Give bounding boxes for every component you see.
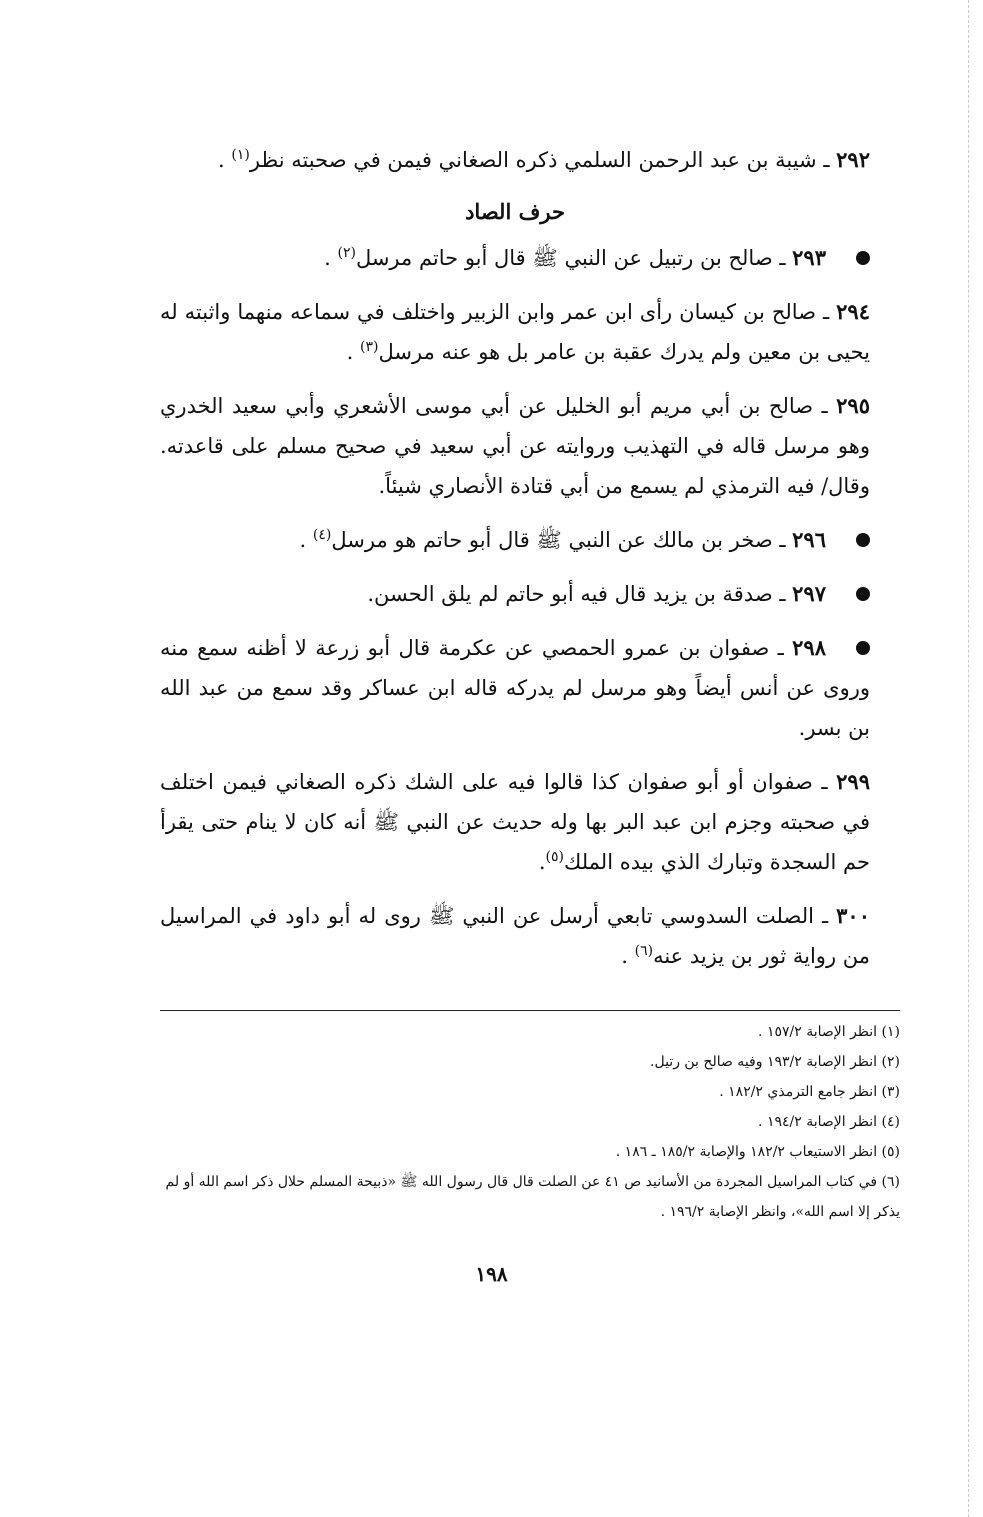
entry-end: . [621, 944, 635, 968]
entry-298 [160, 628, 870, 748]
entry-293 [160, 238, 870, 278]
footnote: (٤) انظر الإصابة ١٩٤/٢ . [758, 1114, 900, 1130]
footnotes-section [160, 1010, 900, 1227]
footnote-ref: (٣) [360, 339, 379, 355]
entry-text: ـ صفوان بن عمرو الحمصي عن عكرمة قال أبو زرعة لا أظنه سمع منه وروى عن أنس أيضاً وهو مرسل لم يدركه قاله ابن عساكر وقد سمع من عبد الله بن بسر. [160, 636, 870, 740]
footnote-ref: (١) [231, 147, 250, 163]
entry-text: ـ صالح بن رتبيل عن النبي ﷺ قال أبو حاتم مرسل [355, 246, 793, 270]
footnote: (٦) في كتاب المراسيل المجردة من الأسانيد ص ٤١ عن الصلت قال قال رسول الله ﷺ «ذبيحة المسلم حلال ذكر اسم الله أو لم يذكر إلا اسم الله»، وانظر الإصابة ١٩٦/٢ . [165, 1174, 900, 1220]
bullet-dot-icon [856, 587, 870, 601]
entry-end: . [324, 246, 338, 270]
footnote-ref: (٥) [545, 849, 565, 865]
entry-text: ـ صخر بن مالك عن النبي ﷺ قال أبو حاتم هو مرسل [331, 528, 793, 552]
entry-number: ٢٩٧ [792, 581, 826, 606]
entry-299 [160, 762, 870, 882]
entry-296 [160, 520, 870, 560]
footnote-ref: (٤) [312, 527, 332, 543]
entry-number: ٢٩٢ [836, 147, 870, 172]
footnote-ref: (٢) [337, 245, 356, 261]
entry-number: ٢٩٦ [792, 527, 826, 552]
main-text [160, 140, 870, 976]
scan-margin-line [968, 0, 969, 1517]
footnote: (٣) انظر جامع الترمذي ١٨٢/٢ . [719, 1084, 900, 1100]
bullet-dot-icon [856, 251, 870, 265]
entry-end: . [346, 340, 361, 364]
entry-number: ٣٠٠ [836, 903, 870, 928]
entry-number: ٢٩٨ [792, 635, 826, 660]
section-heading: حرف الصاد [465, 199, 565, 224]
entry-292 [160, 140, 870, 180]
footnote: (٢) انظر الإصابة ١٩٣/٢ وفيه صالح بن رتيل. [650, 1054, 900, 1070]
entry-294 [160, 292, 870, 372]
entry-text: ـ شيبة بن عبد الرحمن السلمي ذكره الصغاني فيمن في صحبته نظر [249, 148, 837, 172]
entry-text: ـ صالح بن كيسان رأى ابن عمر وابن الزبير واختلف في سماعه منهما واثبته له يحيى بن معين ولم يدرك عقبة بن عامر بل هو عنه مرسل [160, 300, 870, 364]
entry-number: ٢٩٥ [836, 393, 870, 418]
entry-end: . [218, 148, 232, 172]
entry-number: ٢٩٩ [836, 769, 870, 794]
footnote-ref: (٦) [634, 943, 654, 959]
entry-295 [160, 386, 870, 506]
footnote: (٥) انظر الاستيعاب ١٨٢/٢ والإصابة ١٨٥/٢ ـ ١٨٦ . [615, 1144, 900, 1160]
footnote: (١) انظر الإصابة ١٥٧/٢ . [758, 1024, 900, 1040]
entry-text: ـ صفوان أو أبو صفوان كذا قالوا فيه على الشك ذكره الصغاني فيمن اختلف في صحبته وجزم ابن عبد البر بها وله حديث عن النبي ﷺ أنه كان لا ينام حتى يقرأ حم السجدة وتبارك الذي بيده الملك [160, 770, 870, 874]
bullet-dot-icon [856, 533, 870, 547]
entry-text: ـ صدقة بن يزيد قال فيه أبو حاتم لم يلق الحسن. [367, 582, 793, 606]
entry-300 [160, 896, 870, 976]
entry-end: . [538, 850, 546, 874]
entry-end: . [299, 528, 313, 552]
page-number: ١٩٨ [475, 1262, 508, 1286]
bullet-dot-icon [856, 641, 870, 655]
entry-number: ٢٩٣ [792, 245, 826, 270]
entry-297 [160, 574, 870, 614]
entry-number: ٢٩٤ [836, 299, 870, 324]
entry-text: ـ صالح بن أبي مريم أبو الخليل عن أبي موسى الأشعري وأبي سعيد الخدري وهو مرسل قاله في التهذيب وروايته عن أبي سعيد في صحيح مسلم على قاعدته. وقال/ فيه الترمذي لم يسمع من أبي قتادة الأنصاري شيئاً. [160, 394, 870, 498]
entry-text: ـ الصلت السدوسي تابعي أرسل عن النبي ﷺ روى له أبو داود في المراسيل من رواية ثور بن يزيد عنه [160, 904, 870, 968]
